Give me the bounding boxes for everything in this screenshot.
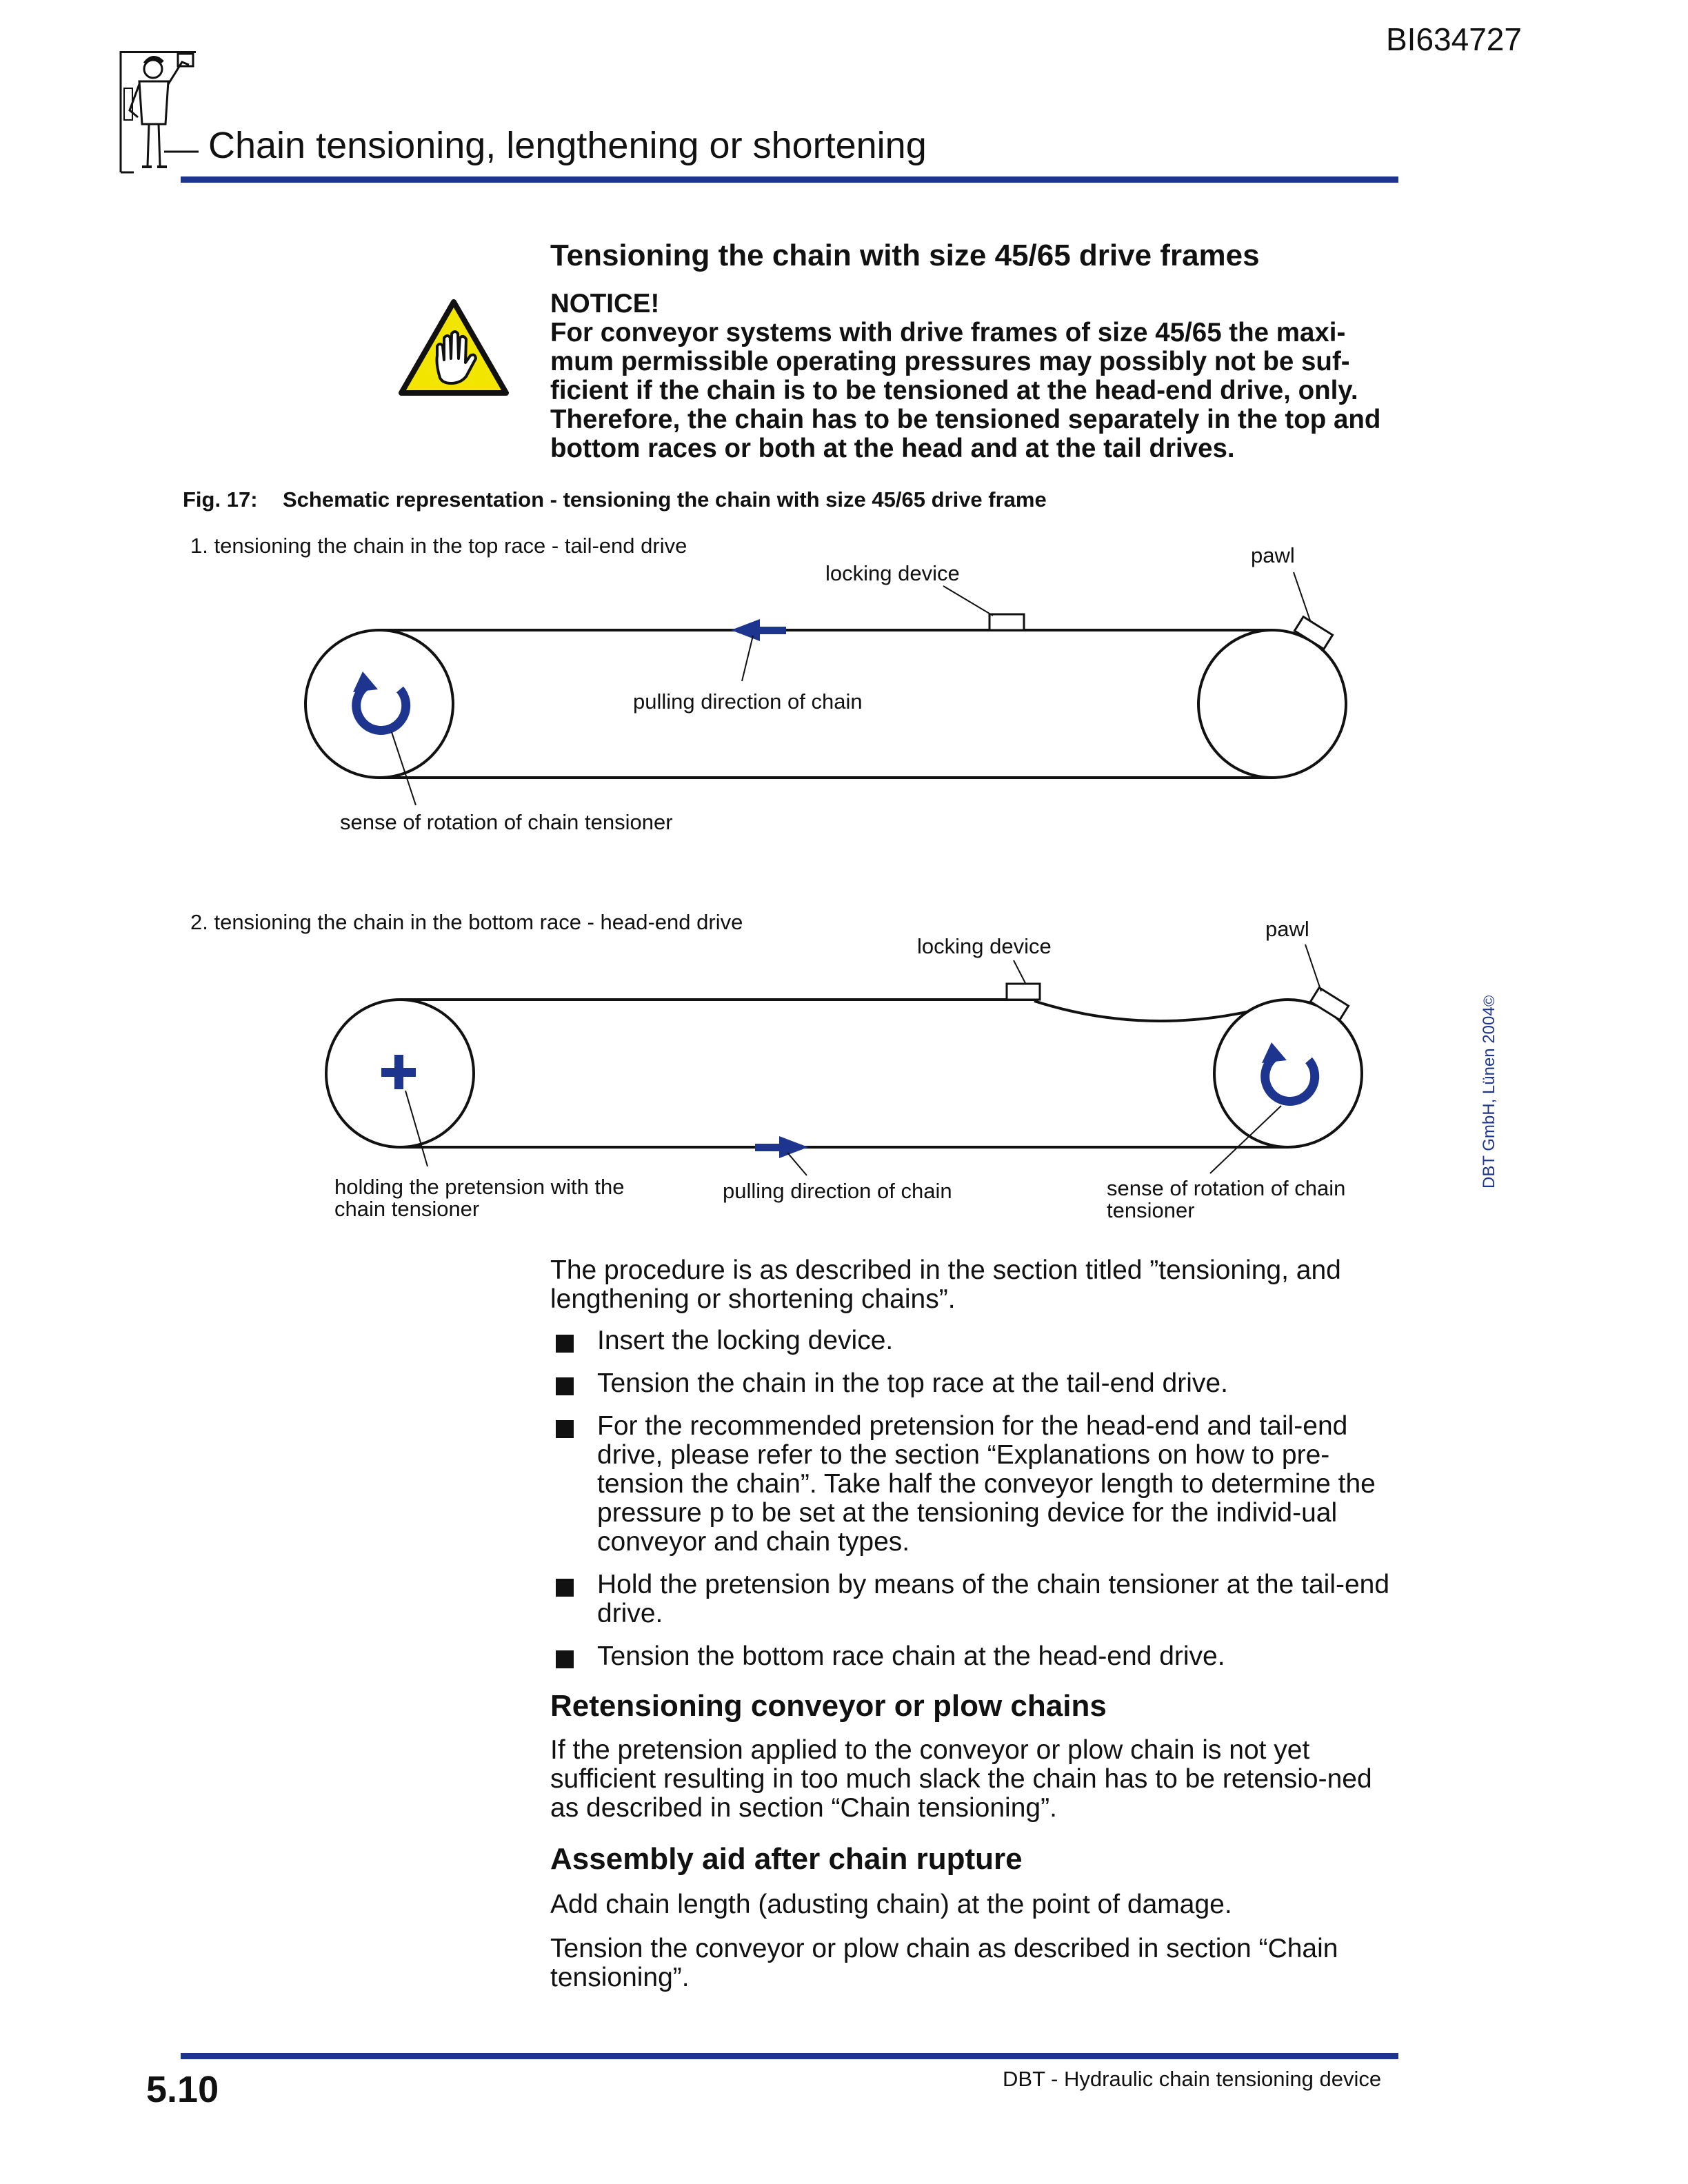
document-id: BI634727: [1386, 21, 1522, 57]
footer-document-title: DBT - Hydraulic chain tensioning device: [1003, 2067, 1382, 2091]
locking-device: [1007, 984, 1040, 1000]
copyright-vertical: [1474, 986, 1501, 1193]
section-heading-assembly-aid: Assembly aid after chain rupture: [550, 1842, 1023, 1876]
bullet-square-icon: [556, 1650, 574, 1668]
copyright-text: DBT GmbH, Lünen 2004: [1480, 1007, 1498, 1189]
diagram1-locking-device-label: locking device: [825, 561, 960, 585]
assembly-text-1: Add chain length (adusting chain) at the point of damage.: [550, 1890, 1232, 1919]
list-item: Hold the pretension by means of the chain tensioner at the tail-end drive.: [550, 1570, 1398, 1628]
list-item: Tension the bottom race chain at the head-end drive.: [550, 1642, 1398, 1671]
assembly-text-2: Tension the conveyor or plow chain as described in section “Chain tensioning”.: [550, 1934, 1338, 1992]
diagram1-rotation-label: sense of rotation of chain tensioner: [340, 810, 673, 834]
section-heading-retensioning: Retensioning conveyor or plow chains: [550, 1689, 1107, 1723]
diagram2-pulling-direction-label: pulling direction of chain: [723, 1179, 952, 1203]
list-item: Tension the chain in the top race at the tail-end drive.: [550, 1369, 1398, 1398]
diagram2-holding-label: holding the pretension with the chain tensioner: [334, 1175, 625, 1221]
bullet-square-icon: [556, 1377, 574, 1395]
copyright-symbol-icon: ©: [1480, 995, 1498, 1007]
procedure-intro: The procedure is as described in the section titled ”tensioning, and lengthening or shortening chains”.: [550, 1255, 1341, 1314]
page-title: Chain tensioning, lengthening or shortening: [208, 125, 927, 166]
diagram2-rotation-label: sense of rotation of chain tensioner: [1107, 1176, 1346, 1222]
page-number: 5.10: [146, 2069, 219, 2110]
retensioning-text: If the pretension applied to the conveyor or plow chain is not yet sufficient resulting in too much slack the chain has to be retensio-ned as described in section “Chain tensioning”.: [550, 1735, 1372, 1823]
bullet-square-icon: [556, 1420, 574, 1438]
diagram1-pulling-direction-label: pulling direction of chain: [633, 689, 863, 714]
list-item: Insert the locking device.: [550, 1326, 1398, 1355]
notice-label: NOTICE!: [550, 289, 660, 318]
section-heading-tensioning: Tensioning the chain with size 45/65 drive frames: [550, 239, 1260, 272]
diagram2-title: 2. tensioning the chain in the bottom race - head-end drive: [190, 910, 743, 934]
footer-rule: [181, 2053, 1398, 2059]
notice-text: For conveyor systems with drive frames of size 45/65 the maxi-mum permissible operating pressures may possibly not be suf-ficient if the chain is to be tensioned at the head-end drive, only. Therefore, the chain has to be tensioned separately in the top and bottom races or both at the head and at the tail drives.: [550, 318, 1381, 463]
diagram2-pawl-label: pawl: [1265, 917, 1309, 941]
pulling-direction-arrow: [755, 1136, 808, 1158]
diagram1-pawl-label: pawl: [1251, 543, 1295, 567]
bullet-square-icon: [556, 1335, 574, 1353]
list-item: For the recommended pretension for the head-end and tail-end drive, please refer to the section “Explanations on how to pre-tension the chain”. Take half the conveyor length to determine the pressure p to be set at the tensioning device for the individ-ual conveyor and chain types.: [550, 1412, 1398, 1557]
diagram2-locking-device-label: locking device: [917, 934, 1052, 958]
diagram1-title: 1. tensioning the chain in the top race - tail-end drive: [190, 534, 687, 558]
figure-number: Fig. 17:: [183, 487, 258, 512]
figure-caption-text: Schematic representation - tensioning the chain with size 45/65 drive frame: [283, 487, 1047, 512]
bullet-square-icon: [556, 1579, 574, 1597]
head-end-sprocket: [1214, 1000, 1362, 1147]
procedure-steps: [550, 1326, 1398, 1685]
